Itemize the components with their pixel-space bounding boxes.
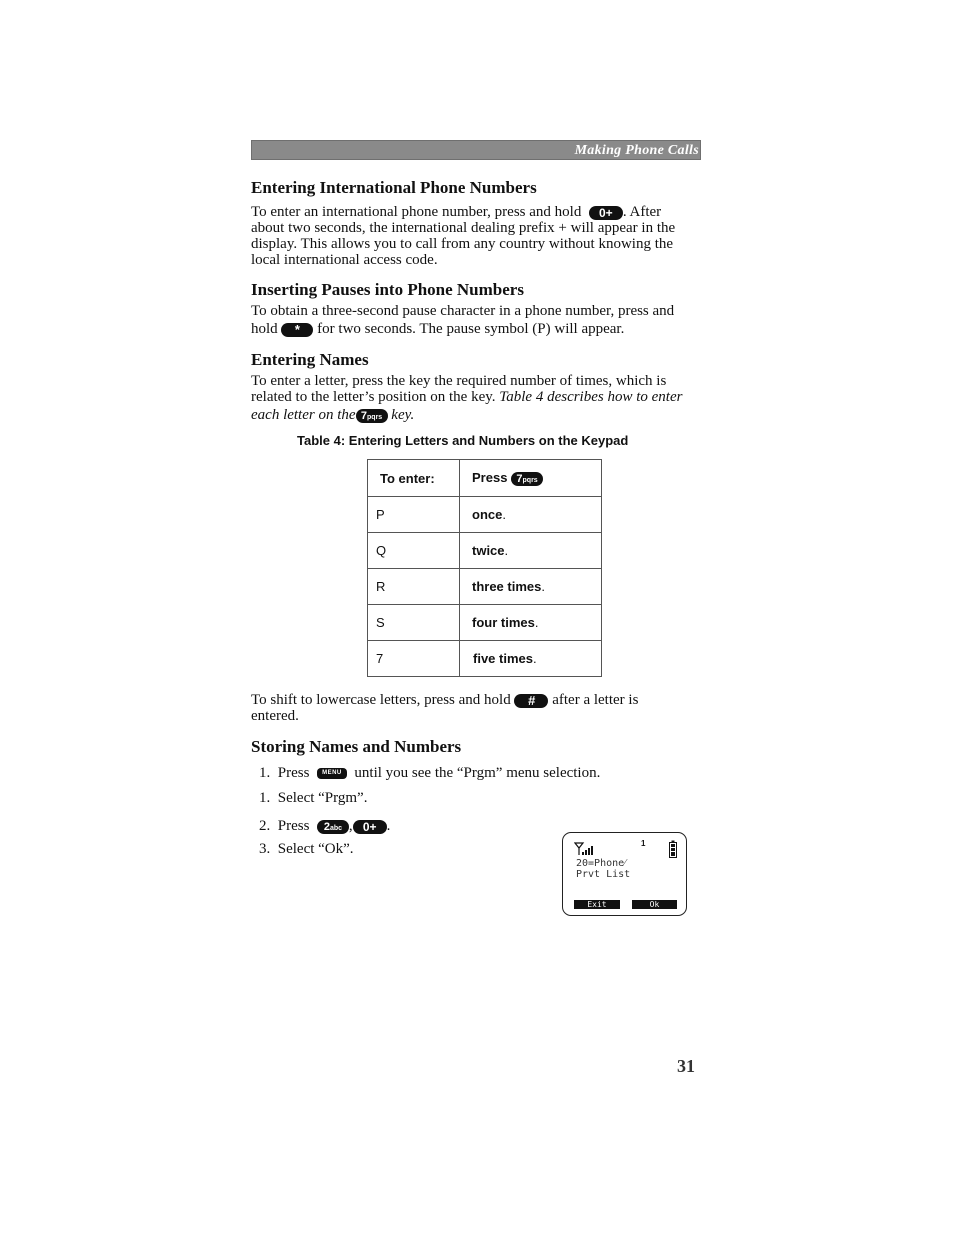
list-item xyxy=(259,790,367,807)
table-cell-times: five times. xyxy=(460,641,602,677)
international-text-b: . After xyxy=(622,204,662,220)
table-header-to-enter: To enter: xyxy=(368,460,460,497)
menu-key-icon: MENU xyxy=(317,768,347,779)
table-row xyxy=(368,533,602,569)
table-header-row xyxy=(368,460,602,497)
table-row xyxy=(368,641,602,677)
list-item xyxy=(259,818,390,835)
page-number: 31 xyxy=(677,1056,695,1076)
step-text: until you see the “Prgm” menu selection. xyxy=(354,765,601,781)
table-cell-times: four times. xyxy=(460,605,602,641)
step-number: 3. xyxy=(259,841,271,857)
section-header-title: Making Phone Calls xyxy=(574,143,699,158)
step-number: 2. xyxy=(259,818,271,834)
zero-plus-key-icon: 0+ xyxy=(589,206,623,220)
pauses-text-b: for two seconds. The pause symbol (P) will appear. xyxy=(317,321,625,337)
softkey-ok: Ok xyxy=(632,900,677,909)
phone-display-illustration xyxy=(562,832,687,916)
paragraph-pauses xyxy=(251,303,703,337)
seven-pqrs-key-icon: 7pqrs xyxy=(356,409,388,423)
names-line: To enter a letter, press the key the required number of times, which is xyxy=(251,373,667,389)
step-text: Select “Prgm”. xyxy=(277,790,368,806)
table-row xyxy=(368,497,602,533)
paragraph-names xyxy=(251,373,703,423)
step-text: Select “Ok”. xyxy=(277,841,354,857)
letters-table xyxy=(367,459,602,677)
step-number: 1. xyxy=(259,765,271,781)
international-line: display. This allows you to call from any country without knowing the xyxy=(251,236,674,252)
step-end: . xyxy=(386,818,391,834)
two-abc-key-icon: 2abc xyxy=(317,820,349,834)
shift-line: entered. xyxy=(251,708,299,724)
shift-text-a: To shift to lowercase letters, press and hold xyxy=(251,692,511,708)
international-text-a: To enter an international phone number, press and hold xyxy=(251,204,582,220)
table-row xyxy=(368,569,602,605)
signal-strength-icon xyxy=(574,842,596,856)
shift-text-b: after a letter is xyxy=(552,692,639,708)
line-indicator: 1 xyxy=(641,839,646,848)
heading-pauses: Inserting Pauses into Phone Numbers xyxy=(251,280,524,299)
step-separator: , xyxy=(348,818,353,834)
paragraph-international xyxy=(251,204,703,268)
names-text-a: related to the letter’s position on the key. xyxy=(251,389,496,405)
list-item xyxy=(259,841,354,858)
international-line: about two seconds, the international dealing prefix + will appear in the xyxy=(251,220,676,236)
table-cell-char: 7 xyxy=(368,641,460,677)
names-table-ref: Table 4 describes how to enter xyxy=(499,389,683,405)
step-text: Press xyxy=(277,765,310,781)
step-number: 1. xyxy=(259,790,271,806)
paragraph-shift-note xyxy=(251,692,703,724)
list-item xyxy=(259,765,600,782)
table-caption: Table 4: Entering Letters and Numbers on the Keypad xyxy=(297,433,629,448)
softkey-exit: Exit xyxy=(574,900,620,909)
table-cell-char: R xyxy=(368,569,460,605)
table-row xyxy=(368,605,602,641)
star-key-icon: * xyxy=(281,323,313,337)
display-line: Prvt List xyxy=(576,869,631,880)
table-header-press: Press 7pqrs xyxy=(460,460,602,497)
heading-international: Entering International Phone Numbers xyxy=(251,178,537,197)
zero-plus-key-icon: 0+ xyxy=(353,820,387,834)
pauses-line: To obtain a three-second pause character in a phone number, press and xyxy=(251,303,675,319)
table-cell-char: P xyxy=(368,497,460,533)
section-header-bar xyxy=(251,140,701,160)
heading-storing: Storing Names and Numbers xyxy=(251,737,462,756)
display-line: 20=Phone⁄ xyxy=(576,858,626,869)
pauses-text-a: hold xyxy=(251,321,278,337)
table-cell-times: once. xyxy=(460,497,602,533)
table-cell-char: Q xyxy=(368,533,460,569)
heading-entering-names: Entering Names xyxy=(251,350,369,369)
table-cell-char: S xyxy=(368,605,460,641)
table-cell-times: three times. xyxy=(460,569,602,605)
hash-key-icon: # xyxy=(514,694,548,708)
international-line: local international access code. xyxy=(251,252,438,268)
names-text-c: each letter on the xyxy=(251,407,356,423)
table-cell-times: twice. xyxy=(460,533,602,569)
names-text-d: key. xyxy=(391,407,415,423)
battery-icon xyxy=(669,840,677,858)
display-text xyxy=(576,858,630,880)
step-text: Press xyxy=(277,818,310,834)
seven-pqrs-key-icon: 7pqrs xyxy=(511,472,543,486)
